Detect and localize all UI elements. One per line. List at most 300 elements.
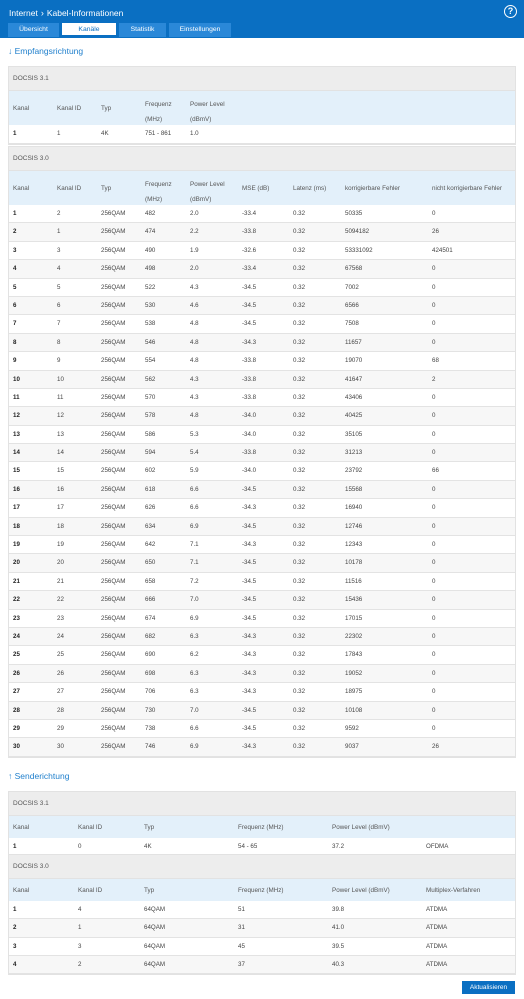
upstream-docsis31-header	[9, 816, 515, 838]
cell: 0	[432, 338, 436, 346]
cell: 0	[78, 843, 82, 850]
cell: 18	[13, 522, 20, 530]
cell: 256QAM	[101, 338, 126, 346]
cell: 594	[145, 449, 156, 457]
cell: 16	[57, 485, 64, 493]
cell: -34.5	[242, 522, 257, 530]
cell: 39.8	[332, 906, 345, 913]
cell: 15	[57, 467, 64, 475]
cell: 8	[13, 338, 17, 346]
chevron-right-icon: ›	[40, 8, 44, 18]
cell: 6	[13, 301, 17, 309]
cell: 256QAM	[101, 375, 126, 383]
cell: 4.8	[190, 357, 199, 365]
cell: 6.9	[190, 743, 199, 751]
column-header: nicht korrigierbare Fehler	[432, 185, 502, 192]
table-row	[9, 407, 515, 425]
cell: 12	[57, 412, 64, 420]
cell: 64QAM	[144, 906, 165, 913]
cell: -33.8	[242, 228, 257, 236]
table-row	[9, 536, 515, 554]
cell: 6.6	[190, 504, 199, 512]
cell: 256QAM	[101, 228, 126, 236]
cell: 27	[13, 688, 20, 696]
cell: 0	[432, 430, 436, 438]
cell: 19070	[345, 357, 363, 365]
cell: -34.5	[242, 614, 257, 622]
cell: 25	[57, 651, 64, 659]
tab-bar	[8, 23, 231, 37]
table-row	[9, 260, 515, 278]
cell: 482	[145, 210, 156, 217]
cell: 12746	[345, 522, 363, 530]
cell: 4.3	[190, 375, 199, 383]
table-row	[9, 738, 515, 756]
cell: 0	[432, 632, 436, 640]
cell: 2.0	[190, 265, 199, 273]
cell: 602	[145, 467, 156, 475]
cell: 0.32	[293, 430, 306, 438]
cell: 19	[13, 541, 20, 549]
cell: 256QAM	[101, 522, 126, 530]
cell: -34.5	[242, 485, 257, 493]
cell: 17	[13, 504, 20, 512]
table-row	[9, 646, 515, 664]
table-row	[9, 242, 515, 260]
cell: 6.3	[190, 688, 199, 696]
cell: ATDMA	[426, 906, 448, 913]
cell: 698	[145, 669, 156, 677]
cell: 26	[432, 743, 439, 751]
cell: 22302	[345, 632, 363, 640]
table-row	[9, 518, 515, 536]
cell: 706	[145, 688, 156, 696]
cell: 0.32	[293, 541, 306, 549]
table-row	[9, 665, 515, 683]
cell: 0.32	[293, 246, 306, 254]
table-row	[9, 554, 515, 572]
table-row	[9, 462, 515, 480]
column-header: Kanal	[13, 105, 30, 112]
table-row	[9, 720, 515, 738]
cell: 1	[57, 228, 61, 236]
downstream-docsis30-panel	[8, 146, 516, 758]
cell: 256QAM	[101, 559, 126, 567]
cell: 256QAM	[101, 246, 126, 254]
cell: 490	[145, 246, 156, 254]
column-header: Power Level (dBmV)	[190, 101, 225, 123]
cell: 7.0	[190, 706, 199, 714]
cell: 570	[145, 393, 156, 401]
cell: 16	[13, 485, 20, 493]
cell: 26	[432, 228, 439, 236]
table-row	[9, 297, 515, 315]
cell: 0.32	[293, 283, 306, 291]
cell: 30	[57, 743, 64, 751]
cell: 256QAM	[101, 430, 126, 438]
cell: 0	[432, 577, 436, 585]
upstream-docsis30-rows	[9, 901, 515, 974]
cell: 22	[57, 596, 64, 604]
cell: 10108	[345, 706, 363, 714]
table-row	[9, 279, 515, 297]
cell: 674	[145, 614, 156, 622]
cell: 6566	[345, 301, 359, 309]
cell: 20	[57, 559, 64, 567]
cell: 11	[13, 393, 20, 401]
cell: 7.1	[190, 559, 199, 567]
cell: -34.3	[242, 743, 257, 751]
cell: 15436	[345, 596, 363, 604]
cell: 23	[13, 614, 20, 622]
cell: 24	[13, 632, 20, 640]
breadcrumb-cable-info: Kabel-Informationen	[46, 8, 124, 18]
table-row	[9, 956, 515, 974]
table-row	[9, 426, 515, 444]
cell: 11	[57, 393, 64, 401]
cell: -34.5	[242, 596, 257, 604]
cell: 23	[57, 614, 64, 622]
upstream-docsis31-label: DOCSIS 3.1	[9, 792, 515, 816]
upstream-docsis30-header	[9, 879, 515, 901]
cell: 642	[145, 541, 156, 549]
breadcrumb	[9, 8, 123, 18]
cell: 0.32	[293, 651, 306, 659]
tab-channels[interactable]: Kanäle	[62, 23, 116, 37]
cell: 256QAM	[101, 449, 126, 457]
cell: 51	[238, 906, 245, 913]
column-header: Kanal ID	[57, 105, 82, 112]
cell: 2.0	[190, 210, 199, 217]
cell: 0	[432, 283, 436, 291]
column-header: Frequenz (MHz)	[145, 181, 172, 203]
cell: 43406	[345, 393, 363, 401]
cell: 2	[13, 228, 17, 236]
cell: 23792	[345, 467, 363, 475]
breadcrumb-internet[interactable]: Internet	[9, 8, 38, 18]
table-row	[9, 481, 515, 499]
cell: 14	[57, 449, 64, 457]
downstream-docsis31-panel	[8, 66, 516, 145]
column-header: Frequenz (MHz)	[238, 887, 284, 894]
cell: 2	[78, 960, 82, 968]
cell: -33.4	[242, 210, 257, 217]
cell: 40.3	[332, 960, 345, 968]
cell: 256QAM	[101, 724, 126, 732]
cell: 0.32	[293, 467, 306, 475]
cell: 12	[13, 412, 20, 420]
cell: 0	[432, 301, 436, 309]
cell: 17015	[345, 614, 363, 622]
cell: 53331092	[345, 246, 373, 254]
cell: 424501	[432, 246, 453, 254]
column-header: Kanal ID	[78, 887, 103, 894]
table-row	[9, 371, 515, 389]
cell: 5	[13, 283, 17, 291]
cell: 9592	[345, 724, 359, 732]
column-header: MSE (dB)	[242, 185, 270, 192]
cell: 3	[13, 942, 17, 950]
cell: 15568	[345, 485, 363, 493]
cell: 562	[145, 375, 156, 383]
cell: 256QAM	[101, 614, 126, 622]
column-header: Power Level (dBmV)	[332, 824, 390, 831]
cell: 7002	[345, 283, 359, 291]
cell: 12343	[345, 541, 363, 549]
table-row	[9, 315, 515, 333]
refresh-button[interactable]: Aktualisieren	[462, 981, 515, 994]
column-header: Kanal	[13, 824, 30, 831]
cell: -34.0	[242, 412, 257, 420]
cell: -34.5	[242, 577, 257, 585]
upstream-docsis30-label: DOCSIS 3.0	[9, 855, 515, 879]
tab-statistics[interactable]: Statistik	[119, 23, 166, 37]
cell: 498	[145, 265, 156, 273]
column-header: Kanal	[13, 887, 30, 894]
cell: 256QAM	[101, 541, 126, 549]
cell: 17	[57, 504, 64, 512]
cell: 27	[57, 688, 64, 696]
cell: 4	[57, 265, 61, 273]
cell: 1	[13, 843, 17, 850]
cell: 41647	[345, 375, 363, 383]
cell: 50335	[345, 210, 363, 217]
cell: 7	[57, 320, 61, 328]
cell: 37	[238, 960, 245, 968]
cell: 0.32	[293, 210, 306, 217]
cell: -33.8	[242, 375, 257, 383]
cell: 751 - 861	[145, 130, 172, 137]
help-icon[interactable]: ?	[504, 5, 517, 18]
tab-overview[interactable]: Übersicht	[8, 23, 59, 37]
cell: 0	[432, 688, 436, 696]
cell: -34.3	[242, 669, 257, 677]
upstream-docsis31-panel	[8, 791, 516, 857]
cell: 0.32	[293, 228, 306, 236]
cell: 730	[145, 706, 156, 714]
cell: 10178	[345, 559, 363, 567]
cell: 0.32	[293, 485, 306, 493]
table-row	[9, 919, 515, 937]
cell: 0	[432, 504, 436, 512]
cell: 256QAM	[101, 651, 126, 659]
cell: 4.3	[190, 393, 199, 401]
cell: 0.32	[293, 632, 306, 640]
cell: 0.32	[293, 743, 306, 751]
cell: 26	[57, 669, 64, 677]
cell: 522	[145, 283, 156, 291]
cell: 19052	[345, 669, 363, 677]
cell: 256QAM	[101, 265, 126, 273]
cell: -34.3	[242, 504, 257, 512]
cell: 1	[57, 130, 61, 137]
cell: 1	[13, 130, 17, 137]
cell: 256QAM	[101, 485, 126, 493]
cell: 554	[145, 357, 156, 365]
cell: 29	[13, 724, 20, 732]
cell: 18975	[345, 688, 363, 696]
cell: 682	[145, 632, 156, 640]
table-row	[9, 573, 515, 591]
cell: 0	[432, 393, 436, 401]
cell: 4.8	[190, 338, 199, 346]
cell: 37.2	[332, 843, 345, 850]
cell: 658	[145, 577, 156, 585]
cell: 21	[57, 577, 64, 585]
cell: 256QAM	[101, 393, 126, 401]
cell: 5	[57, 283, 61, 291]
cell: 530	[145, 301, 156, 309]
cell: 0.32	[293, 412, 306, 420]
cell: 0	[432, 541, 436, 549]
column-header: Power Level (dBmV)	[190, 181, 225, 203]
cell: -34.3	[242, 541, 257, 549]
cell: 19	[57, 541, 64, 549]
table-row	[9, 125, 515, 144]
cell: 9	[13, 357, 17, 365]
cell: 68	[432, 357, 439, 365]
table-row	[9, 334, 515, 352]
cell: 3	[13, 246, 17, 254]
cell: -33.8	[242, 357, 257, 365]
cell: -34.3	[242, 632, 257, 640]
cell: 6.6	[190, 724, 199, 732]
cell: ATDMA	[426, 942, 448, 950]
cell: 0	[432, 210, 436, 217]
cell: 0	[432, 724, 436, 732]
upstream-title: ↑ Senderichtung	[8, 771, 70, 781]
cell: -32.6	[242, 246, 257, 254]
cell: 9	[57, 357, 61, 365]
column-header: Kanal ID	[57, 185, 82, 192]
cell: 0	[432, 614, 436, 622]
cell: -33.8	[242, 449, 257, 457]
cell: 538	[145, 320, 156, 328]
downstream-docsis30-rows	[9, 205, 515, 757]
cell: 256QAM	[101, 743, 126, 751]
cell: 3	[78, 942, 82, 950]
cell: 256QAM	[101, 320, 126, 328]
cell: 0.32	[293, 301, 306, 309]
cell: 64QAM	[144, 924, 165, 932]
table-row	[9, 499, 515, 517]
column-header: Kanal ID	[78, 824, 103, 831]
cell: 1	[78, 924, 82, 932]
cell: -34.5	[242, 320, 257, 328]
cell: 256QAM	[101, 357, 126, 365]
cell: 1	[13, 210, 17, 217]
cell: 256QAM	[101, 283, 126, 291]
cell: 28	[57, 706, 64, 714]
cell: -34.3	[242, 688, 257, 696]
cell: 0.32	[293, 614, 306, 622]
cell: 31213	[345, 449, 363, 457]
cell: 6.9	[190, 614, 199, 622]
cell: 26	[13, 669, 20, 677]
cell: 0.32	[293, 596, 306, 604]
downstream-docsis31-header	[9, 91, 515, 125]
cell: ATDMA	[426, 924, 448, 932]
cell: 0	[432, 485, 436, 493]
cell: 5.9	[190, 467, 199, 475]
cell: 0	[432, 265, 436, 273]
cell: 0.32	[293, 320, 306, 328]
cell: 41.0	[332, 924, 345, 932]
top-bar	[0, 0, 524, 38]
cell: 4K	[101, 130, 109, 137]
cell: 54 - 65	[238, 843, 258, 850]
cell: 4	[13, 960, 17, 968]
cell: 30	[13, 743, 20, 751]
cell: 0	[432, 559, 436, 567]
cell: 0	[432, 412, 436, 420]
cell: 0.32	[293, 357, 306, 365]
cell: -34.5	[242, 706, 257, 714]
cell: 4	[13, 265, 17, 273]
cell: -33.8	[242, 393, 257, 401]
cell: 746	[145, 743, 156, 751]
cell: 39.5	[332, 942, 345, 950]
cell: 738	[145, 724, 156, 732]
cell: 0	[432, 651, 436, 659]
cell: 4K	[144, 843, 152, 850]
cell: 4.3	[190, 283, 199, 291]
column-header: Multiplex-Verfahren	[426, 887, 481, 894]
column-header: Latenz (ms)	[293, 185, 327, 192]
column-header: Kanal	[13, 185, 30, 192]
cell: 9037	[345, 743, 359, 751]
cell: 11516	[345, 577, 362, 585]
cell: 2	[432, 375, 436, 383]
cell: 0.32	[293, 504, 306, 512]
cell: 0.32	[293, 724, 306, 732]
cell: 256QAM	[101, 301, 126, 309]
cell: 13	[13, 430, 20, 438]
cell: 24	[57, 632, 64, 640]
cell: 3	[57, 246, 61, 254]
cell: 618	[145, 485, 156, 493]
table-row	[9, 389, 515, 407]
cell: 4.6	[190, 301, 199, 309]
table-row	[9, 444, 515, 462]
column-header: Frequenz (MHz)	[238, 824, 284, 831]
cell: 256QAM	[101, 669, 126, 677]
cell: 13	[57, 430, 64, 438]
cell: 0.32	[293, 559, 306, 567]
cell: 17843	[345, 651, 363, 659]
cell: 7.1	[190, 541, 199, 549]
cell: 11657	[345, 338, 362, 346]
cell: 256QAM	[101, 706, 126, 714]
cell: 6	[57, 301, 61, 309]
table-row	[9, 591, 515, 609]
cell: -34.5	[242, 283, 257, 291]
cell: 0	[432, 320, 436, 328]
column-header: Typ	[101, 105, 112, 112]
table-row	[9, 901, 515, 919]
cell: 22	[13, 596, 20, 604]
cell: 0.32	[293, 393, 306, 401]
cell: 0	[432, 706, 436, 714]
cell: 45	[238, 942, 245, 950]
cell: 40425	[345, 412, 363, 420]
cell: 6.9	[190, 522, 199, 530]
tab-settings[interactable]: Einstellungen	[169, 23, 231, 37]
cell: 7508	[345, 320, 359, 328]
cell: 5.4	[190, 449, 199, 457]
column-header: Frequenz (MHz)	[145, 101, 172, 123]
cell: 21	[13, 577, 20, 585]
